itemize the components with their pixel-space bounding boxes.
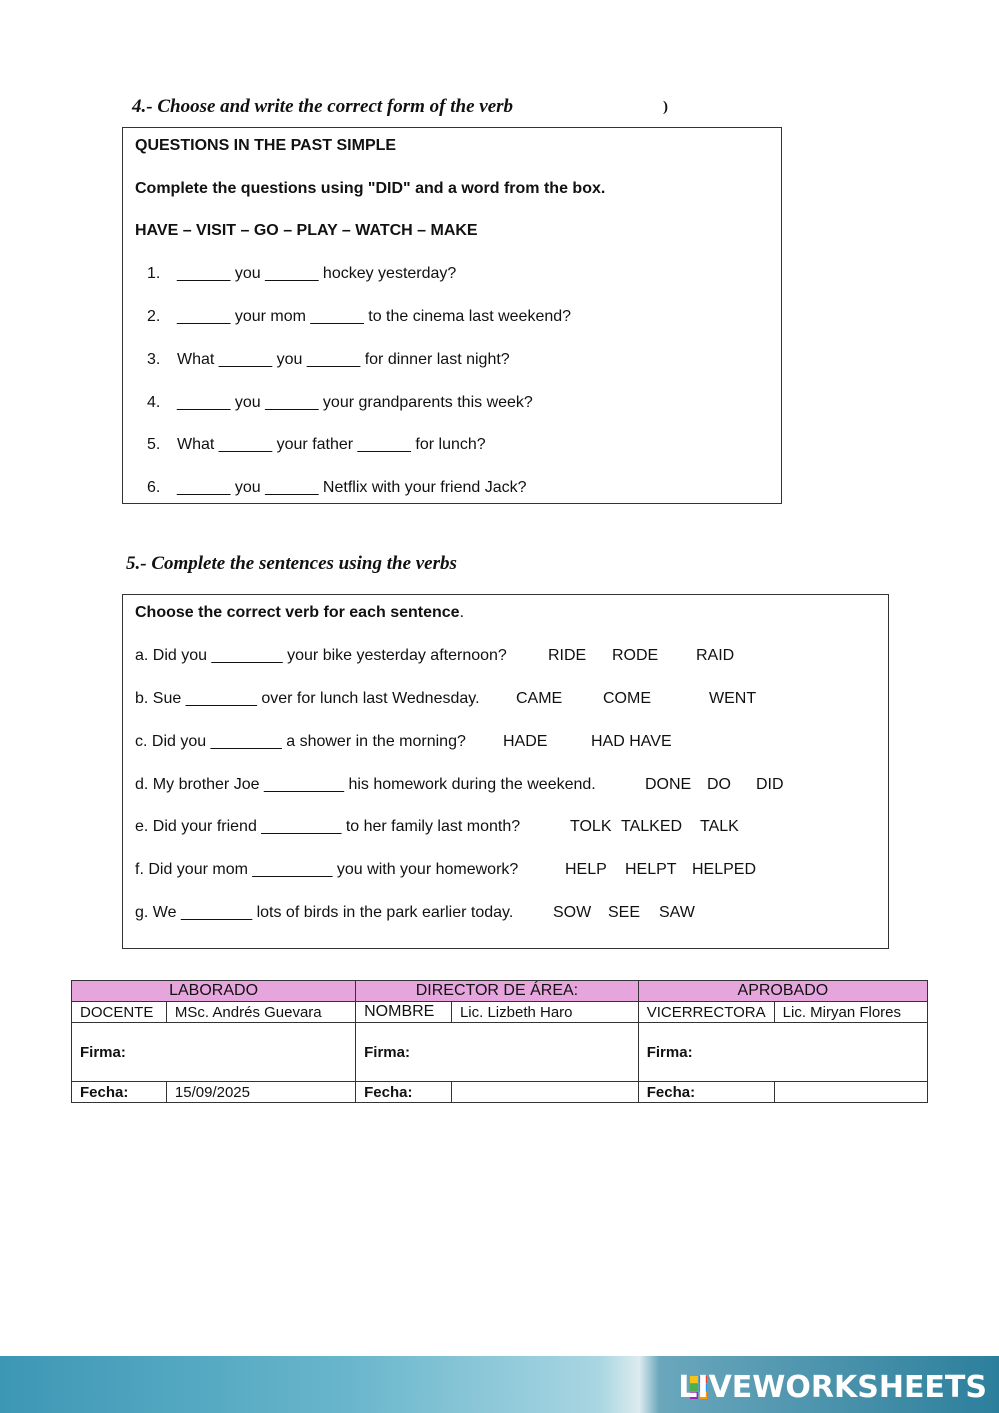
nombre-value: Lic. Lizbeth Haro (451, 1002, 638, 1023)
signature-table (71, 980, 928, 1103)
docente-value: MSc. Andrés Guevara (166, 1002, 355, 1023)
fecha-label-1: Fecha: (72, 1082, 167, 1103)
sentence-text[interactable]: c. Did you ________ a shower in the morning? (135, 733, 466, 750)
sentence-text[interactable]: d. My brother Joe _________ his homework during the weekend. (135, 776, 596, 793)
liveworksheets-brand[interactable]: LIVEWORKSHEETS (678, 1370, 987, 1405)
fecha-value-3[interactable] (774, 1082, 927, 1103)
sentence-text[interactable]: a. Did you ________ your bike yesterday afternoon? (135, 647, 507, 664)
section4-box (122, 127, 782, 504)
section4-paren: ) (663, 99, 668, 115)
question-text[interactable]: ______ you ______ Netflix with your friend Jack? (177, 479, 527, 496)
header-laborado: LABORADO (72, 981, 356, 1002)
firma-field-3[interactable]: Firma: (638, 1023, 927, 1082)
question-text[interactable]: ______ you ______ hockey yesterday? (177, 265, 457, 282)
verb-option[interactable]: RAID (696, 647, 735, 664)
verb-option[interactable]: WENT (709, 690, 757, 707)
question-text[interactable]: What ______ your father ______ for lunch? (177, 436, 486, 453)
verb-option[interactable]: HAD HAVE (591, 733, 672, 750)
fecha-label-3: Fecha: (638, 1082, 774, 1103)
fecha-value-1: 15/09/2025 (166, 1082, 355, 1103)
verb-option[interactable]: SOW (553, 904, 592, 921)
sentence-text[interactable]: f. Did your mom _________ you with your homework? (135, 861, 519, 878)
section5-instruction: Choose the correct verb for each sentence (135, 604, 460, 621)
verb-option[interactable]: HELPT (625, 861, 677, 878)
sentence-text[interactable]: g. We ________ lots of birds in the park earlier today. (135, 904, 514, 921)
verb-option[interactable]: COME (603, 690, 651, 707)
section5-instruction-period: . (459, 604, 465, 621)
section4-instruction: Complete the questions using "DID" and a word from the box. (135, 180, 606, 197)
question-number: 6. (147, 479, 161, 496)
vicerrectora-value: Lic. Miryan Flores (774, 1002, 927, 1023)
verb-option[interactable]: TALK (700, 818, 739, 835)
section4-heading: QUESTIONS IN THE PAST SIMPLE (135, 137, 397, 154)
header-aprobado: APROBADO (638, 981, 927, 1002)
vicerrectora-label: VICERRECTORA (638, 1002, 774, 1023)
firma-field-2[interactable]: Firma: (356, 1023, 639, 1082)
verb-option[interactable]: HELPED (692, 861, 757, 878)
fecha-label-2: Fecha: (356, 1082, 452, 1103)
question-text[interactable]: ______ your mom ______ to the cinema last weekend? (177, 308, 572, 325)
verb-option[interactable]: TALKED (621, 818, 683, 835)
docente-label: DOCENTE (72, 1002, 167, 1023)
question-text[interactable]: What ______ you ______ for dinner last night? (177, 351, 510, 368)
question-number: 2. (147, 308, 161, 325)
question-text[interactable]: ______ you ______ your grandparents this week? (177, 394, 533, 411)
verb-option[interactable]: RODE (612, 647, 659, 664)
signature-firma-row (72, 1023, 928, 1082)
section4-wordbox: HAVE – VISIT – GO – PLAY – WATCH – MAKE (135, 222, 478, 239)
section5-instruction-line (135, 604, 464, 622)
firma-field-1[interactable]: Firma: (72, 1023, 356, 1082)
section5-title: 5.- Complete the sentences using the verbs (126, 553, 457, 574)
verb-option[interactable]: CAME (516, 690, 563, 707)
fecha-value-2[interactable] (451, 1082, 638, 1103)
verb-option[interactable]: SEE (608, 904, 641, 921)
question-number: 3. (147, 351, 161, 368)
verb-option[interactable]: SAW (659, 904, 695, 921)
sentence-text[interactable]: e. Did your friend _________ to her family last month? (135, 818, 521, 835)
section4-title: 4.- Choose and write the correct form of the verb (132, 96, 514, 117)
question-number: 1. (147, 265, 161, 282)
signature-fecha-row (72, 1082, 928, 1103)
verb-option[interactable]: DONE (645, 776, 692, 793)
verb-option[interactable]: RIDE (548, 647, 587, 664)
nombre-label: NOMBRE (356, 1002, 452, 1023)
verb-option[interactable]: DID (756, 776, 784, 793)
verb-option[interactable]: HELP (565, 861, 607, 878)
signature-header-row (72, 981, 928, 1002)
verb-option[interactable]: HADE (503, 733, 548, 750)
sentence-text[interactable]: b. Sue ________ over for lunch last Wednesday. (135, 690, 480, 707)
section5-box (122, 594, 889, 949)
question-number: 4. (147, 394, 161, 411)
question-number: 5. (147, 436, 161, 453)
signature-role-row (72, 1002, 928, 1023)
header-director: DIRECTOR DE ÁREA: (356, 981, 639, 1002)
verb-option[interactable]: TOLK (570, 818, 612, 835)
verb-option[interactable]: DO (707, 776, 731, 793)
